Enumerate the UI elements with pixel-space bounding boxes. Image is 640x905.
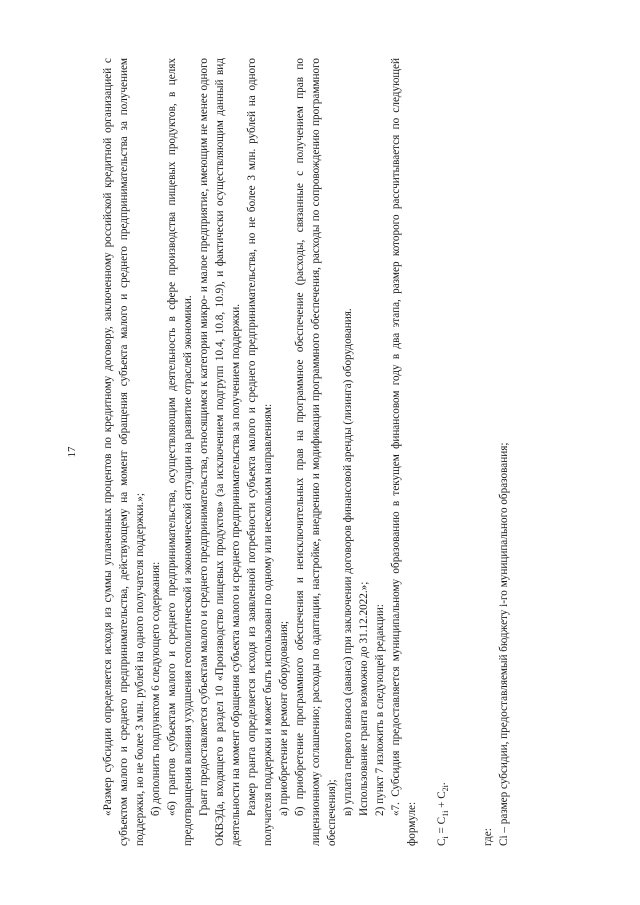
formula-term-2: C <box>436 791 448 799</box>
document-body <box>100 58 512 846</box>
formula-term-2-sub: 2i <box>441 785 451 792</box>
paragraph: б) приобретение программного обеспечения и неисключительных прав на программное обеспечение (расходы, связанные с получением прав по лицензионному соглашению; расходы по адаптации, настройке, внедрению и модификации программного обеспечения, расходы по сопровождению программного обеспечения); <box>294 58 338 846</box>
rotated-page-content <box>60 52 580 852</box>
formula-end: . <box>436 782 448 786</box>
paragraph: «6) грантов субъектам малого и среднего предпринимательства, осуществляющим деятельность в сфере производства пищевых продуктов, в целях предотвращения влияния ухудшения геополитической и экономической ситуации на развитие отраслей экономики. <box>166 58 194 846</box>
page-number: 17 <box>66 446 78 458</box>
paragraph: 2) пункт 7 изложить в следующей редакции: <box>374 604 386 816</box>
formula-term-1: C <box>436 816 448 825</box>
definition: Ci – размер субсидии, предоставляемый бюджету i-го муниципального образования; <box>498 442 511 846</box>
formula-term-1-sub: 1i <box>441 810 451 817</box>
paragraph: «Размер субсидии определяется исходя из суммы уплаченных процентов по кредитному договору, заключенному российской кредитной организацией с субъектом малого и среднего предпринимательства, действующему на момент обращения субъекта малого и среднего предпринимательства за получением поддержки, но не более 3 млн. рублей на одного получателя поддержки.»; <box>102 58 146 846</box>
paragraph: Размер гранта определяется исходя из заявленной потребности субъекта малого и среднего предпринимательства, но не более 3 млн. рублей на одного получателя поддержки и может быть использован по одному или нескольким направлениям: <box>246 58 274 846</box>
formula-equals: = <box>436 824 448 837</box>
paragraph: в) уплата первого взноса (аванса) при заключении договоров финансовой аренды (лизинга) оборудования. <box>342 308 354 816</box>
formula-lhs-sub: i <box>441 836 451 839</box>
formula-lhs: C <box>436 838 448 846</box>
paragraph: Грант предоставляется субъектам малого и среднего предпринимательства, относящимся к категории микро- и малое предприятие, имеющим не менее одного ОКВЭДа, входящего в раздел 10 «Производство пищевых продуктов» (за исключением подгрупп 10.4, 10.8, 10.9), и фактически осуществляющим данный вид деятельности на момент обращения субъекта малого и среднего предпринимательства за получением поддержки. <box>198 58 242 846</box>
paragraph: а) приобретение и ремонт оборудования; <box>278 620 290 816</box>
paragraph: «7. Субсидия предоставляется муниципальному образованию в текущем финансовом году в два этапа, размер которого рассчитывается по следующей формуле: <box>390 58 418 846</box>
where-label: где: <box>482 828 495 846</box>
paragraph: Использование гранта возможно до 31.12.2022.»; <box>358 581 370 816</box>
formula-plus: + <box>436 798 448 811</box>
formula <box>434 58 454 846</box>
paragraph: б) дополнить подпунктом 6 следующего содержания: <box>150 561 162 816</box>
